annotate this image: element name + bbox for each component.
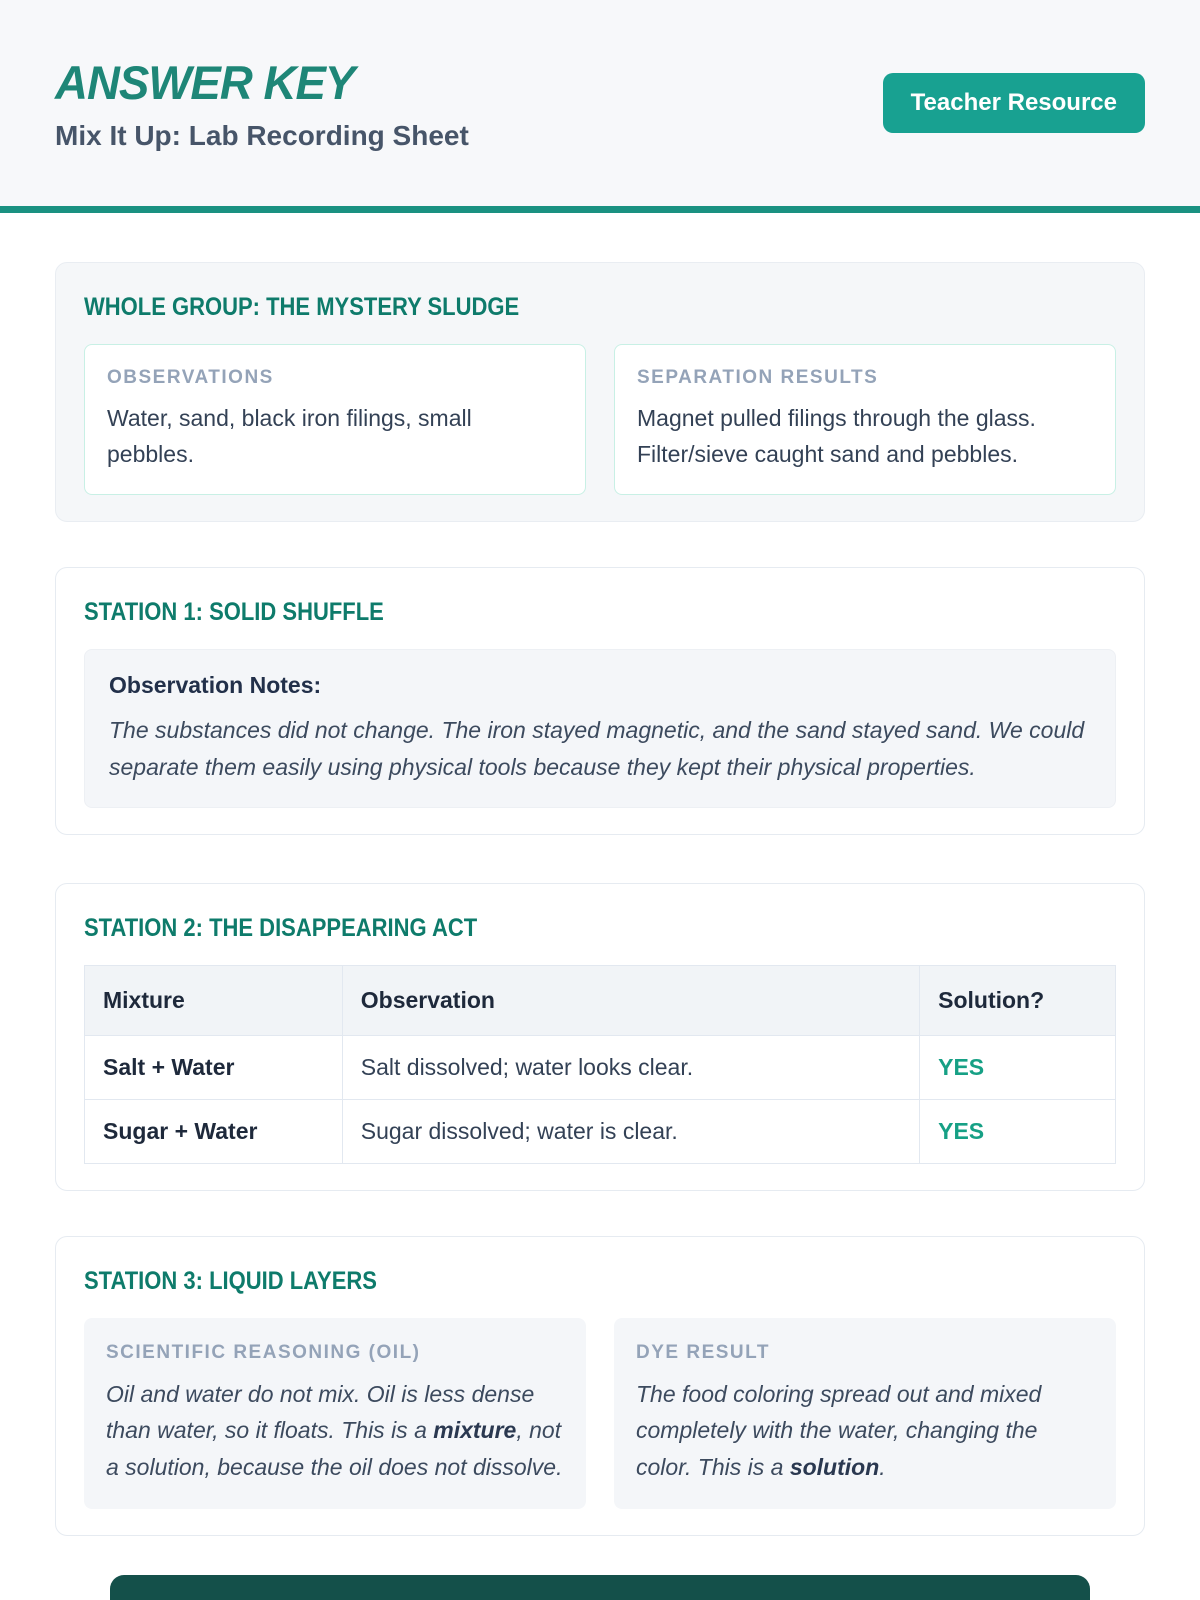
observations-card (84, 344, 586, 495)
page-title: ANSWER KEY (55, 55, 355, 109)
section-whole-group (55, 262, 1145, 522)
separation-results-card (614, 344, 1116, 495)
content-area (0, 262, 1200, 1600)
observations-text: Water, sand, black iron filings, small pebbles. (107, 405, 472, 467)
dye-result-label: DYE RESULT (636, 1341, 770, 1363)
emphasis-word: solution (789, 1453, 880, 1480)
separation-results-text: Magnet pulled filings through the glass. Filter/sieve caught sand and pebbles. (637, 405, 1036, 467)
observations-label: OBSERVATIONS (107, 367, 274, 388)
section-station-2 (55, 883, 1145, 1191)
station-3-title: STATION 3: LIQUID LAYERS (84, 1266, 377, 1295)
cell-solution-1: YES (920, 1099, 1116, 1163)
table-row (85, 1099, 1116, 1163)
emphasis-word: mixture (433, 1417, 517, 1444)
page-header (0, 0, 1200, 213)
teacher-resource-badge: Teacher Resource (883, 73, 1145, 133)
header-observation: Observation (342, 965, 919, 1035)
station-1-notes-box (84, 649, 1116, 808)
footer-panel (110, 1575, 1090, 1600)
scientific-reasoning-text: Oil and water do not mix. Oil is less dense than water, so it floats. This is a mixture, not a solution, because the oil does not dissolve. (106, 1380, 563, 1480)
dye-result-text: The food coloring spread out and mixed completely with the water, changing the color. This is a solution. (636, 1380, 1042, 1480)
header-mixture: Mixture (85, 965, 343, 1035)
station-2-title: STATION 2: THE DISAPPEARING ACT (84, 913, 478, 942)
table-header-row (85, 965, 1116, 1035)
header-solution: Solution? (920, 965, 1116, 1035)
dye-result-card (614, 1318, 1116, 1509)
station-3-columns (84, 1318, 1116, 1509)
observation-notes-text: The substances did not change. The iron stayed magnetic, and the sand stayed sand. We could separate them easily using physical tools because they kept their physical properties. (109, 717, 1085, 780)
separation-results-label: SEPARATION RESULTS (637, 367, 879, 388)
whole-group-columns (84, 344, 1116, 495)
cell-mixture-0: Salt + Water (85, 1035, 343, 1099)
header-title-block (55, 55, 469, 152)
scientific-reasoning-card (84, 1318, 586, 1509)
scientific-reasoning-label: SCIENTIFIC REASONING (OIL) (106, 1341, 421, 1363)
page-subtitle: Mix It Up: Lab Recording Sheet (55, 119, 469, 151)
cell-observation-0: Salt dissolved; water looks clear. (342, 1035, 919, 1099)
station-1-title: STATION 1: SOLID SHUFFLE (84, 598, 384, 627)
cell-solution-0: YES (920, 1035, 1116, 1099)
cell-observation-1: Sugar dissolved; water is clear. (342, 1099, 919, 1163)
section-station-3 (55, 1236, 1145, 1536)
table-row (85, 1035, 1116, 1099)
cell-mixture-1: Sugar + Water (85, 1099, 343, 1163)
whole-group-title: WHOLE GROUP: THE MYSTERY SLUDGE (84, 293, 520, 321)
results-table (84, 965, 1116, 1164)
observation-notes-label: Observation Notes: (109, 672, 322, 699)
section-station-1 (55, 567, 1145, 835)
